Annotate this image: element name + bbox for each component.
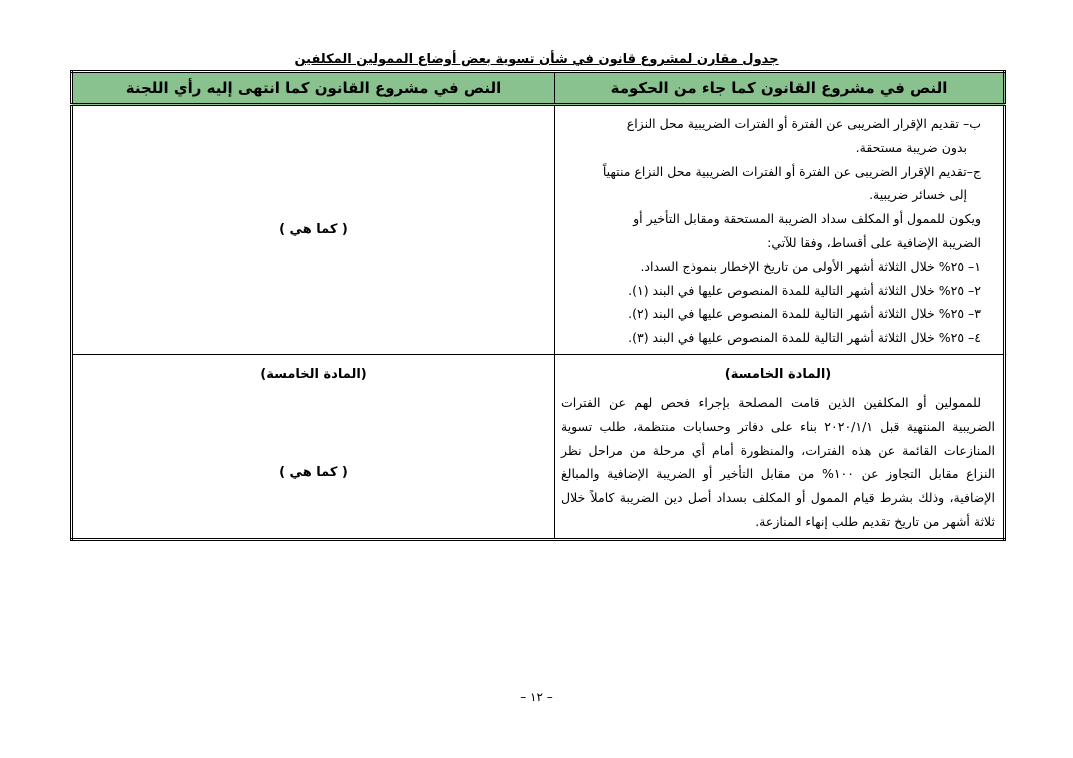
- table-row: [72, 354, 1005, 539]
- page-title: جدول مقارن لمشروع قانون في شأن تسوية بعض أوضاع الممولين المكلفين: [294, 52, 779, 67]
- committee-article-cell: [72, 354, 555, 539]
- gov-line: ٤– ٢٥% خلال الثلاثة أشهر التالية للمدة المنصوص عليها في البند (٣).: [628, 330, 981, 346]
- header-government: النص في مشروع القانون كما جاء من الحكومة: [555, 72, 1005, 105]
- gov-line: ب– تقديم الإقرار الضريبى عن الفترة أو الفترات الضريبية محل النزاع: [626, 116, 981, 131]
- government-article-cell: [555, 354, 1005, 539]
- committee-as-is: ( كما هي ): [279, 464, 348, 480]
- government-text-cell: [555, 105, 1005, 355]
- gov-line: ٢– ٢٥% خلال الثلاثة أشهر التالية للمدة المنصوص عليها في البند (١).: [628, 282, 981, 298]
- page-number: – ١٢ –: [520, 690, 553, 704]
- gov-line: ٣– ٢٥% خلال الثلاثة أشهر التالية للمدة المنصوص عليها في البند (٢).: [628, 306, 981, 322]
- gov-line: بدون ضريبة مستحقة.: [855, 139, 967, 155]
- gov-line: ج–تقديم الإقرار الضريبى عن الفترة أو الفترات الضريبية محل النزاع منتهياً: [602, 163, 981, 179]
- gov-line: ويكون للممول أو المكلف سداد الضريبة المستحقة ومقابل التأخير أو: [633, 211, 981, 227]
- committee-text-cell: [72, 105, 555, 355]
- table-row: [72, 105, 1005, 355]
- article-title: (المادة الخامسة): [724, 366, 832, 382]
- committee-as-is: ( كما هي ): [279, 222, 348, 238]
- gov-line: ١– ٢٥% خلال الثلاثة أشهر الأولى من تاريخ الإخطار بنموذج السداد.: [640, 258, 981, 274]
- table-header-row: [72, 72, 1005, 105]
- article-body: للممولين أو المكلفين الذين قامت المصلحة بإجراء فحص لهم عن الفترات الضريبية المنتهية قبل ٢٠٢٠/١/١ بناء على دفاتر وحسابات منتظمة، طلب تسوية المنازعات القائمة عن هذه الفترات، والمنظورة أمام أي مرحلة من مراحل نظر النزاع مقابل التجاوز عن ١٠٠% من مقابل التأخير أو الضريبة الإضافية والمبالغ الإضافية، وذلك بشرط قيام الممول أو المكلف بسداد أصل دين الضريبة كاملاً خلال ثلاثة أشهر من تاريخ تقديم طلب إنهاء المنازعة.: [561, 394, 996, 529]
- comparison-table: [70, 70, 1006, 541]
- gov-line: إلى خسائر ضريبية.: [869, 187, 967, 203]
- article-title: (المادة الخامسة): [260, 366, 367, 382]
- header-committee: النص في مشروع القانون كما انتهى إليه رأي اللجنة: [72, 72, 555, 105]
- gov-line: الضريبة الإضافية على أقساط، وفقا للآتي:: [767, 234, 981, 250]
